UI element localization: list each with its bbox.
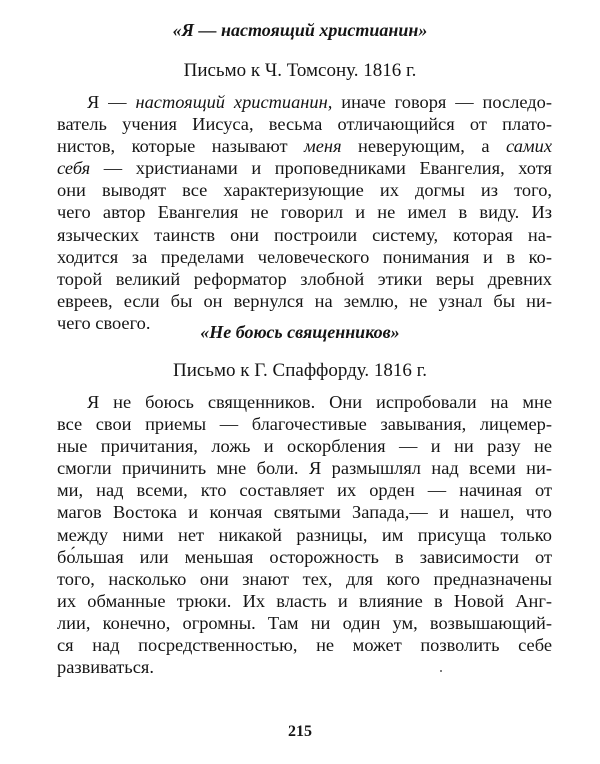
text-run: нистов, которые называют [57, 136, 304, 157]
text-line: Я не боюсь священников. Они испробовали на мне [87, 392, 552, 412]
text-line [57, 91, 552, 113]
section-1-subtitle: Письмо к Ч. Томсону. 1816 г. [183, 60, 417, 81]
text-line: развиваться. [57, 657, 154, 678]
text-run: — христианами и проповедниками Евангелия, хотя [90, 158, 552, 179]
text-run: языческих таинств они построили систему, которая на- [57, 224, 552, 245]
text-run: они выводят все характеризующие их догмы из того, [57, 180, 552, 201]
text-run: евреев, если бы он вернулся на землю, не узнал бы ни- [57, 290, 552, 311]
text-line: лии, конечно, огромны. Там ни один ум, возвышающий- [57, 612, 552, 633]
text-run: иначе говоря — последо- [332, 92, 552, 112]
section-2-subtitle: Письмо к Г. Спаффорду. 1816 г. [172, 360, 428, 381]
text-run: Я — [87, 92, 136, 112]
italic-run: меня [303, 136, 342, 157]
text-line [57, 157, 552, 179]
text-line: ми, над всеми, кто составляет их орден — начиная от [57, 480, 552, 501]
text-line: бо́льшая или меньшая осторожность в зависимости от [57, 546, 552, 567]
section-1-title: «Я — настоящий христианин» [172, 20, 428, 40]
italic-run: себя [57, 158, 91, 179]
text-line: ные причитания, ложь и оскорбления — и ни разу не [57, 436, 552, 457]
text-line: все свои приемы — благочестивые завывания, лицемер- [57, 414, 552, 435]
text-line: их обманные трюки. Их власть и влияние в Новой Анг- [57, 590, 552, 611]
text-run: ватель учения Иисуса, весьма отличающийся от плато- [57, 114, 552, 135]
text-line: между ними нет никакой разницы, им присуща только [57, 524, 552, 545]
text-run: чего своего. [57, 312, 151, 333]
text-line [57, 135, 552, 157]
text-line: магов Востока и кончая святыми Запада,— и нашел, что [57, 502, 552, 523]
text-line: того, насколько они знают тех, для кого предназначены [57, 568, 552, 589]
text-run: ходится за пределами человеческого понимания и в ко- [57, 246, 552, 267]
section-2-body [57, 391, 552, 678]
text-run: торой великий реформатор злобной этики веры древних [57, 268, 552, 289]
text-run: неверующим, а [341, 136, 507, 157]
text-line: смогли причинить мне боли. Я размышлял над всеми ни- [57, 458, 552, 479]
text-line [57, 246, 552, 268]
text-line [57, 224, 552, 246]
text-line: ся над посредственностью, не может позволить себе [57, 635, 552, 656]
section-1-body [57, 91, 552, 334]
page-number: 215 [288, 723, 312, 740]
text-line [57, 201, 552, 223]
italic-run: самих [506, 136, 552, 157]
italic-run: настоящий христианин, [135, 92, 333, 112]
print-speck [440, 670, 442, 672]
text-line [57, 179, 552, 201]
text-line [57, 113, 552, 135]
text-line [57, 268, 552, 290]
section-2-title: «Не боюсь священников» [200, 322, 400, 342]
text-run: чего автор Евангелия не говорил и не имел в виду. Из [57, 202, 552, 223]
text-line [57, 290, 552, 312]
